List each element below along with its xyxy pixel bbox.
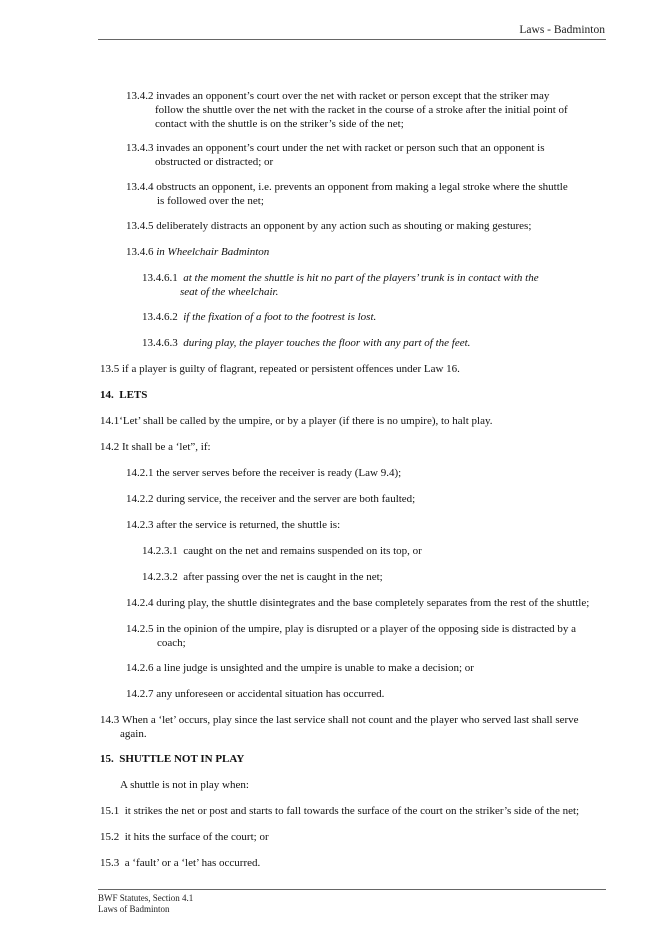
clause-text: it hits the surface of the court; or bbox=[124, 831, 269, 843]
clause-number: 13.4.2 bbox=[126, 90, 154, 102]
clause-number: 14.2.3.1 bbox=[142, 545, 178, 557]
section-number: 15. bbox=[100, 753, 114, 765]
clause-number: 14.2.3.2 bbox=[142, 571, 178, 583]
clause-number: 14.2.6 bbox=[126, 662, 154, 674]
clause-text: caught on the net and remains suspended on its top, or bbox=[183, 545, 422, 557]
clause-text: at the moment the shuttle is hit no part of the players’ trunk is in contact with the bbox=[183, 272, 539, 284]
clause-number: 14.2.4 bbox=[126, 597, 154, 609]
clause-text: it strikes the net or post and starts to fall towards the surface of the court on the striker’s side of the net; bbox=[124, 805, 580, 817]
clause-text: obstructs an opponent, i.e. prevents an opponent from making a legal stroke where the shuttle bbox=[156, 181, 568, 193]
section-number: 14. bbox=[100, 389, 114, 401]
clause-number: 13.4.6.1 bbox=[142, 272, 178, 284]
section-title: SHUTTLE NOT IN PLAY bbox=[119, 753, 245, 765]
clause-number: 14.2.5 bbox=[126, 623, 154, 635]
clause-number: 13.4.5 bbox=[126, 220, 154, 232]
clause-text: invades an opponent’s court over the net with racket or person except that the striker may bbox=[156, 90, 550, 102]
clause-text: It shall be a ‘let”, if: bbox=[122, 441, 211, 453]
clause-text: is followed over the net; bbox=[157, 195, 264, 207]
header-divider bbox=[98, 39, 606, 40]
clause-number: 13.4.6.2 bbox=[142, 311, 178, 323]
clause-text: the server serves before the receiver is ready (Law 9.4); bbox=[156, 467, 402, 479]
footer-line-1: BWF Statutes, Section 4.1 bbox=[98, 893, 194, 903]
clause-number: 14.2.1 bbox=[126, 467, 154, 479]
clause-number: 14.2.3 bbox=[126, 519, 154, 531]
clause-number: 13.4.4 bbox=[126, 181, 154, 193]
clause-text: during play, the shuttle disintegrates and the base completely separates from the rest of the shuttle; bbox=[156, 597, 590, 609]
clause-text: after the service is returned, the shuttle is: bbox=[156, 519, 341, 531]
clause-text: seat of the wheelchair. bbox=[180, 286, 279, 298]
clause-text: invades an opponent’s court under the net with racket or person such that an opponent is bbox=[156, 142, 545, 154]
clause-text: if the fixation of a foot to the footrest is lost. bbox=[183, 311, 377, 323]
clause-number: 15.2 bbox=[100, 831, 120, 843]
clause-number: 13.5 bbox=[100, 363, 120, 375]
clause-text: during service, the receiver and the server are both faulted; bbox=[156, 493, 416, 505]
clause-text: deliberately distracts an opponent by any action such as shouting or making gestures; bbox=[156, 220, 532, 232]
intro-text: A shuttle is not in play when: bbox=[120, 779, 249, 791]
clause-number: 13.4.6 bbox=[126, 246, 154, 258]
clause-number: 14.2.7 bbox=[126, 688, 154, 700]
clause-number: 14.2.2 bbox=[126, 493, 154, 505]
clause-text: during play, the player touches the floor with any part of the feet. bbox=[183, 337, 471, 349]
section-title: LETS bbox=[119, 389, 148, 401]
clause-number: 14.1 bbox=[100, 415, 120, 427]
clause-number: 14.3 bbox=[100, 714, 120, 726]
header-title: Laws - Badminton bbox=[519, 24, 605, 36]
clause-text: ‘Let’ shall be called by the umpire, or by a player (if there is no umpire), to halt play. bbox=[119, 415, 493, 427]
clause-text: a ‘fault’ or a ‘let’ has occurred. bbox=[124, 857, 261, 869]
clause-number: 15.1 bbox=[100, 805, 120, 817]
footer-divider bbox=[98, 889, 606, 890]
clause-text: if a player is guilty of flagrant, repeated or persistent offences under Law 16. bbox=[122, 363, 460, 375]
clause-number: 13.4.3 bbox=[126, 142, 154, 154]
clause-text: When a ‘let’ occurs, play since the last service shall not count and the player who served last shall serve bbox=[121, 714, 579, 726]
clause-text: after passing over the net is caught in the net; bbox=[183, 571, 383, 583]
clause-text: in Wheelchair Badminton bbox=[156, 246, 270, 258]
clause-number: 14.2 bbox=[100, 441, 120, 453]
clause-text: any unforeseen or accidental situation has occurred. bbox=[156, 688, 385, 700]
clause-number: 15.3 bbox=[100, 857, 120, 869]
clause-number: 13.4.6.3 bbox=[142, 337, 178, 349]
clause-text: obstructed or distracted; or bbox=[155, 156, 274, 168]
clause-text: coach; bbox=[157, 637, 186, 649]
clause-text: a line judge is unsighted and the umpire is unable to make a decision; or bbox=[156, 662, 474, 674]
clause-text: again. bbox=[120, 728, 147, 740]
footer-line-2: Laws of Badminton bbox=[98, 904, 170, 914]
clause-text: follow the shuttle over the net with the racket in the course of a stroke after the initial point of bbox=[155, 104, 568, 116]
clause-text: contact with the shuttle is on the striker’s side of the net; bbox=[155, 118, 404, 130]
clause-text: in the opinion of the umpire, play is disrupted or a player of the opposing side is distracted by a bbox=[156, 623, 576, 635]
